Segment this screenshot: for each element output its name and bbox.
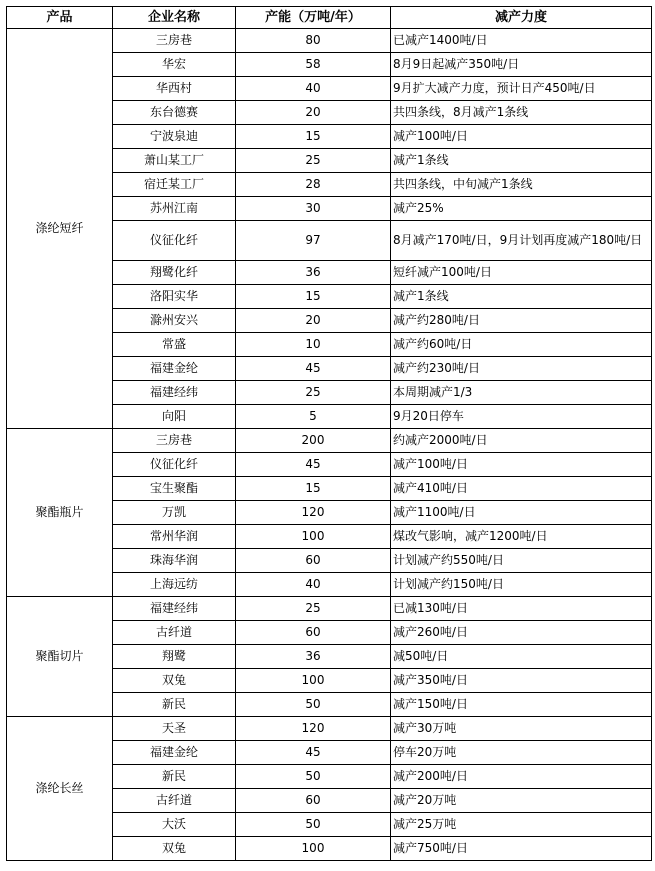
product-cell: 涤纶长丝	[7, 717, 113, 861]
capacity-cell: 15	[236, 125, 391, 149]
company-cell: 福建金纶	[113, 741, 236, 765]
capacity-cell: 50	[236, 693, 391, 717]
company-cell: 双兔	[113, 837, 236, 861]
company-cell: 常州华润	[113, 525, 236, 549]
company-cell: 仪征化纤	[113, 453, 236, 477]
capacity-cell: 15	[236, 285, 391, 309]
reduction-cell: 减产1条线	[391, 285, 652, 309]
reduction-cell: 减50吨/日	[391, 645, 652, 669]
reduction-cell: 减产20万吨	[391, 789, 652, 813]
company-cell: 向阳	[113, 405, 236, 429]
table-body	[7, 29, 652, 861]
capacity-cell: 58	[236, 53, 391, 77]
capacity-cell: 50	[236, 765, 391, 789]
company-cell: 三房巷	[113, 29, 236, 53]
capacity-cell: 45	[236, 453, 391, 477]
header-product: 产品	[7, 7, 113, 29]
capacity-cell: 97	[236, 221, 391, 261]
company-cell: 古纤道	[113, 789, 236, 813]
company-cell: 仪征化纤	[113, 221, 236, 261]
reduction-cell: 共四条线，8月减产1条线	[391, 101, 652, 125]
reduction-cell: 8月9日起减产350吨/日	[391, 53, 652, 77]
reduction-cell: 约减产2000吨/日	[391, 429, 652, 453]
capacity-cell: 28	[236, 173, 391, 197]
reduction-cell: 减产30万吨	[391, 717, 652, 741]
reduction-cell: 已减产1400吨/日	[391, 29, 652, 53]
capacity-cell: 25	[236, 597, 391, 621]
capacity-cell: 25	[236, 381, 391, 405]
capacity-cell: 25	[236, 149, 391, 173]
table-row	[7, 717, 652, 741]
reduction-cell: 减产200吨/日	[391, 765, 652, 789]
capacity-cell: 80	[236, 29, 391, 53]
reduction-cell: 减产25万吨	[391, 813, 652, 837]
product-cell: 涤纶短纤	[7, 29, 113, 429]
table-row	[7, 597, 652, 621]
company-cell: 万凯	[113, 501, 236, 525]
capacity-cell: 120	[236, 717, 391, 741]
reduction-cell: 减产1条线	[391, 149, 652, 173]
company-cell: 大沃	[113, 813, 236, 837]
company-cell: 天圣	[113, 717, 236, 741]
header-row	[7, 7, 652, 29]
reduction-cell: 8月减产170吨/日，9月计划再度减产180吨/日	[391, 221, 652, 261]
capacity-cell: 200	[236, 429, 391, 453]
company-cell: 滁州安兴	[113, 309, 236, 333]
reduction-cell: 减产150吨/日	[391, 693, 652, 717]
reduction-cell: 减产750吨/日	[391, 837, 652, 861]
company-cell: 新民	[113, 693, 236, 717]
capacity-cell: 100	[236, 525, 391, 549]
reduction-cell: 停车20万吨	[391, 741, 652, 765]
company-cell: 华西村	[113, 77, 236, 101]
capacity-cell: 60	[236, 549, 391, 573]
capacity-cell: 30	[236, 197, 391, 221]
reduction-cell: 减产1100吨/日	[391, 501, 652, 525]
reduction-cell: 减产约60吨/日	[391, 333, 652, 357]
capacity-cell: 60	[236, 621, 391, 645]
reduction-cell: 煤改气影响，减产1200吨/日	[391, 525, 652, 549]
header-company: 企业名称	[113, 7, 236, 29]
capacity-cell: 36	[236, 645, 391, 669]
reduction-cell: 计划减产约550吨/日	[391, 549, 652, 573]
capacity-cell: 5	[236, 405, 391, 429]
company-cell: 常盛	[113, 333, 236, 357]
capacity-cell: 45	[236, 741, 391, 765]
reduction-cell: 已减130吨/日	[391, 597, 652, 621]
company-cell: 苏州江南	[113, 197, 236, 221]
capacity-cell: 20	[236, 309, 391, 333]
company-cell: 福建经纬	[113, 381, 236, 405]
table-row	[7, 29, 652, 53]
company-cell: 三房巷	[113, 429, 236, 453]
production-cut-table	[6, 6, 652, 861]
product-cell: 聚酯切片	[7, 597, 113, 717]
reduction-cell: 减产410吨/日	[391, 477, 652, 501]
header-reduction: 减产力度	[391, 7, 652, 29]
capacity-cell: 15	[236, 477, 391, 501]
capacity-cell: 60	[236, 789, 391, 813]
capacity-cell: 120	[236, 501, 391, 525]
capacity-cell: 100	[236, 837, 391, 861]
reduction-cell: 减产100吨/日	[391, 125, 652, 149]
capacity-cell: 40	[236, 77, 391, 101]
capacity-cell: 100	[236, 669, 391, 693]
reduction-cell: 9月20日停车	[391, 405, 652, 429]
company-cell: 华宏	[113, 53, 236, 77]
company-cell: 上海远纺	[113, 573, 236, 597]
capacity-cell: 50	[236, 813, 391, 837]
capacity-cell: 36	[236, 261, 391, 285]
reduction-cell: 减产25%	[391, 197, 652, 221]
company-cell: 福建金纶	[113, 357, 236, 381]
company-cell: 宿迁某工厂	[113, 173, 236, 197]
reduction-cell: 短纤减产100吨/日	[391, 261, 652, 285]
table-row	[7, 429, 652, 453]
reduction-cell: 减产约280吨/日	[391, 309, 652, 333]
company-cell: 宝生聚酯	[113, 477, 236, 501]
reduction-cell: 本周期减产1/3	[391, 381, 652, 405]
company-cell: 新民	[113, 765, 236, 789]
company-cell: 珠海华润	[113, 549, 236, 573]
reduction-cell: 减产350吨/日	[391, 669, 652, 693]
company-cell: 洛阳实华	[113, 285, 236, 309]
company-cell: 萧山某工厂	[113, 149, 236, 173]
reduction-cell: 共四条线，中旬减产1条线	[391, 173, 652, 197]
company-cell: 双兔	[113, 669, 236, 693]
company-cell: 古纤道	[113, 621, 236, 645]
reduction-cell: 减产260吨/日	[391, 621, 652, 645]
company-cell: 翔鹭	[113, 645, 236, 669]
company-cell: 东台德赛	[113, 101, 236, 125]
reduction-cell: 9月扩大减产力度，预计日产450吨/日	[391, 77, 652, 101]
capacity-cell: 40	[236, 573, 391, 597]
capacity-cell: 10	[236, 333, 391, 357]
reduction-cell: 计划减产约150吨/日	[391, 573, 652, 597]
reduction-cell: 减产约230吨/日	[391, 357, 652, 381]
company-cell: 翔鹭化纤	[113, 261, 236, 285]
product-cell: 聚酯瓶片	[7, 429, 113, 597]
capacity-cell: 20	[236, 101, 391, 125]
company-cell: 宁波泉迪	[113, 125, 236, 149]
company-cell: 福建经纬	[113, 597, 236, 621]
capacity-cell: 45	[236, 357, 391, 381]
header-capacity: 产能（万吨/年）	[236, 7, 391, 29]
reduction-cell: 减产100吨/日	[391, 453, 652, 477]
